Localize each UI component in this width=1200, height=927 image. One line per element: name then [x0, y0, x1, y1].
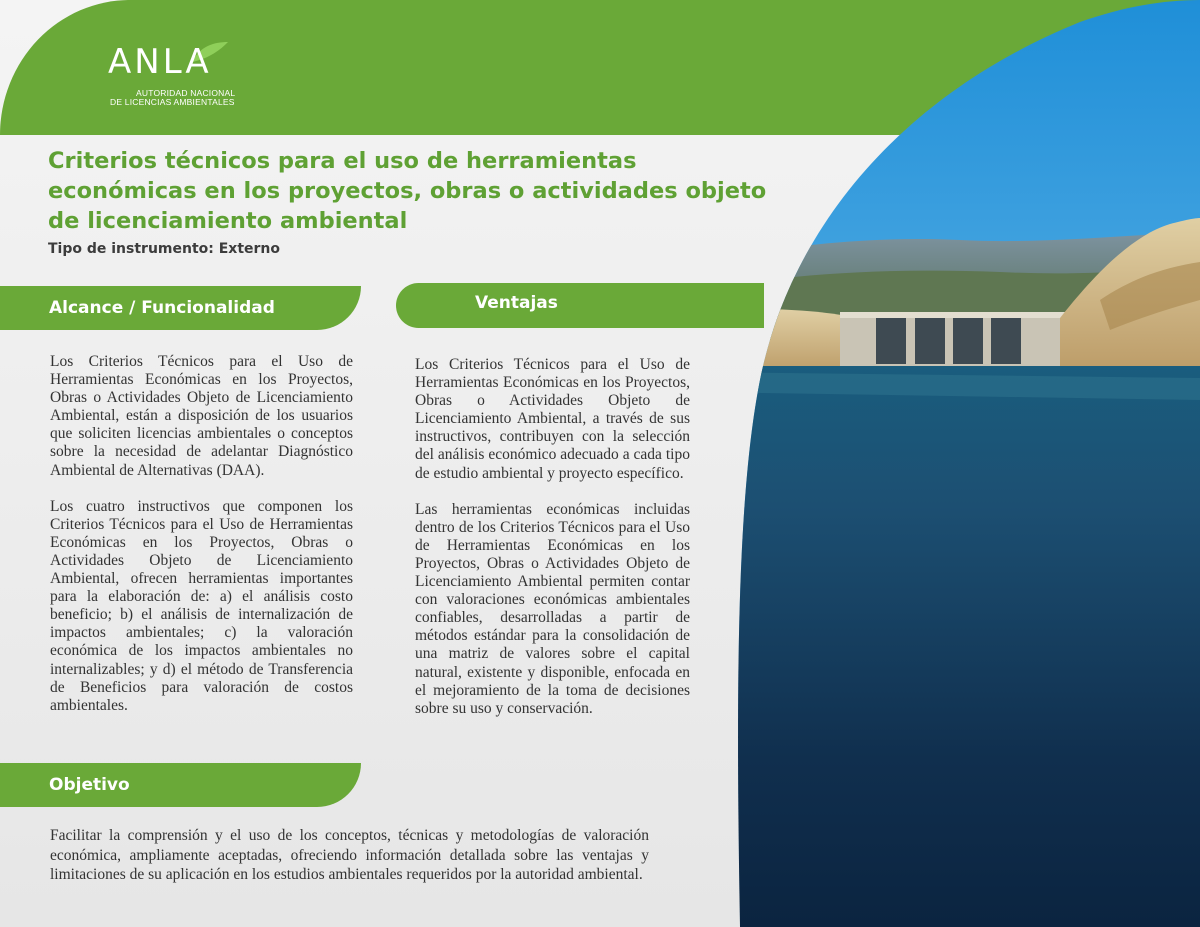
page-title: Criterios técnicos para el uso de herramientas económicas en los proyectos, obras o actividades objeto de licenciamiento ambiental: [48, 148, 767, 234]
anla-logo: [108, 42, 248, 108]
ventajas-paragraph: Los Criterios Técnicos para el Uso de Herramientas Económicas en los Proyectos, Obras o Actividades Objeto de Licenciamiento Ambiental, a través de sus instructivos, contribuyen con la selección del análisis económico adecuado a cada tipo de estudio ambiental y proyecto específico.: [415, 356, 690, 482]
section-heading-ventajas: [396, 283, 764, 328]
alcance-heading-label: Alcance / Funcionalidad: [49, 298, 275, 318]
logo-subtitle-line2: DE LICENCIAS AMBIENTALES: [110, 97, 235, 107]
objetivo-paragraph: Facilitar la comprensión y el uso de los conceptos, técnicas y metodologías de valoración económica, ampliamente aceptadas, ofreciendo información detallada sobre las ventajas y limitaciones de su aplicación en los estudios ambientales requeridos por la autoridad ambiental.: [50, 827, 649, 883]
objetivo-body: [50, 826, 649, 885]
ventajas-paragraph: Las herramientas económicas incluidas dentro de los Criterios Técnicos para el Uso de Herramientas Económicas en los Proyectos, Obras o Actividades Objeto de Licenciamiento Ambiental permiten contar con valoraciones económicas ambientales confiables, desarrolladas a partir de métodos estándar para la consolidación de una matriz de valores sobre el capital natural, existente y disponible, enfocada en el mejoramiento de la toma de decisiones sobre su uso y conservación.: [415, 500, 690, 717]
ventajas-heading-label: Ventajas: [475, 293, 558, 313]
section-heading-objetivo: [0, 763, 361, 807]
instrument-type: Tipo de instrumento: Externo: [48, 241, 281, 257]
logo-subtitle-line1: AUTORIDAD NACIONAL: [136, 88, 236, 98]
logo-wordmark: ANLA: [108, 42, 212, 82]
ventajas-body: [415, 356, 690, 718]
objetivo-heading-label: Objetivo: [49, 775, 130, 795]
alcance-paragraph: Los Criterios Técnicos para el Uso de Herramientas Económicas en los Proyectos, Obras o Actividades Objeto de Licenciamiento Ambiental, están a disposición de los usuarios que soliciten licencias ambientales o conceptos sobre la necesidad de adelantar Diagnóstico Ambiental de Alternativas (DAA).: [50, 353, 353, 479]
alcance-paragraph: Los cuatro instructivos que componen los Criterios Técnicos para el Uso de Herramientas Económicas en los Proyectos, Obras o Actividades Objeto de Licenciamiento Ambiental, ofrecen herramientas importantes para la elaboración de: a) el análisis costo beneficio; b) el análisis de internalización de impactos ambientales; c) la valoración económica de los impactos ambientales no internalizables; y d) el método de Transferencia de Beneficios para valoración de costos ambientales.: [50, 497, 353, 714]
section-heading-alcance: [0, 286, 361, 330]
alcance-body: [50, 353, 353, 715]
